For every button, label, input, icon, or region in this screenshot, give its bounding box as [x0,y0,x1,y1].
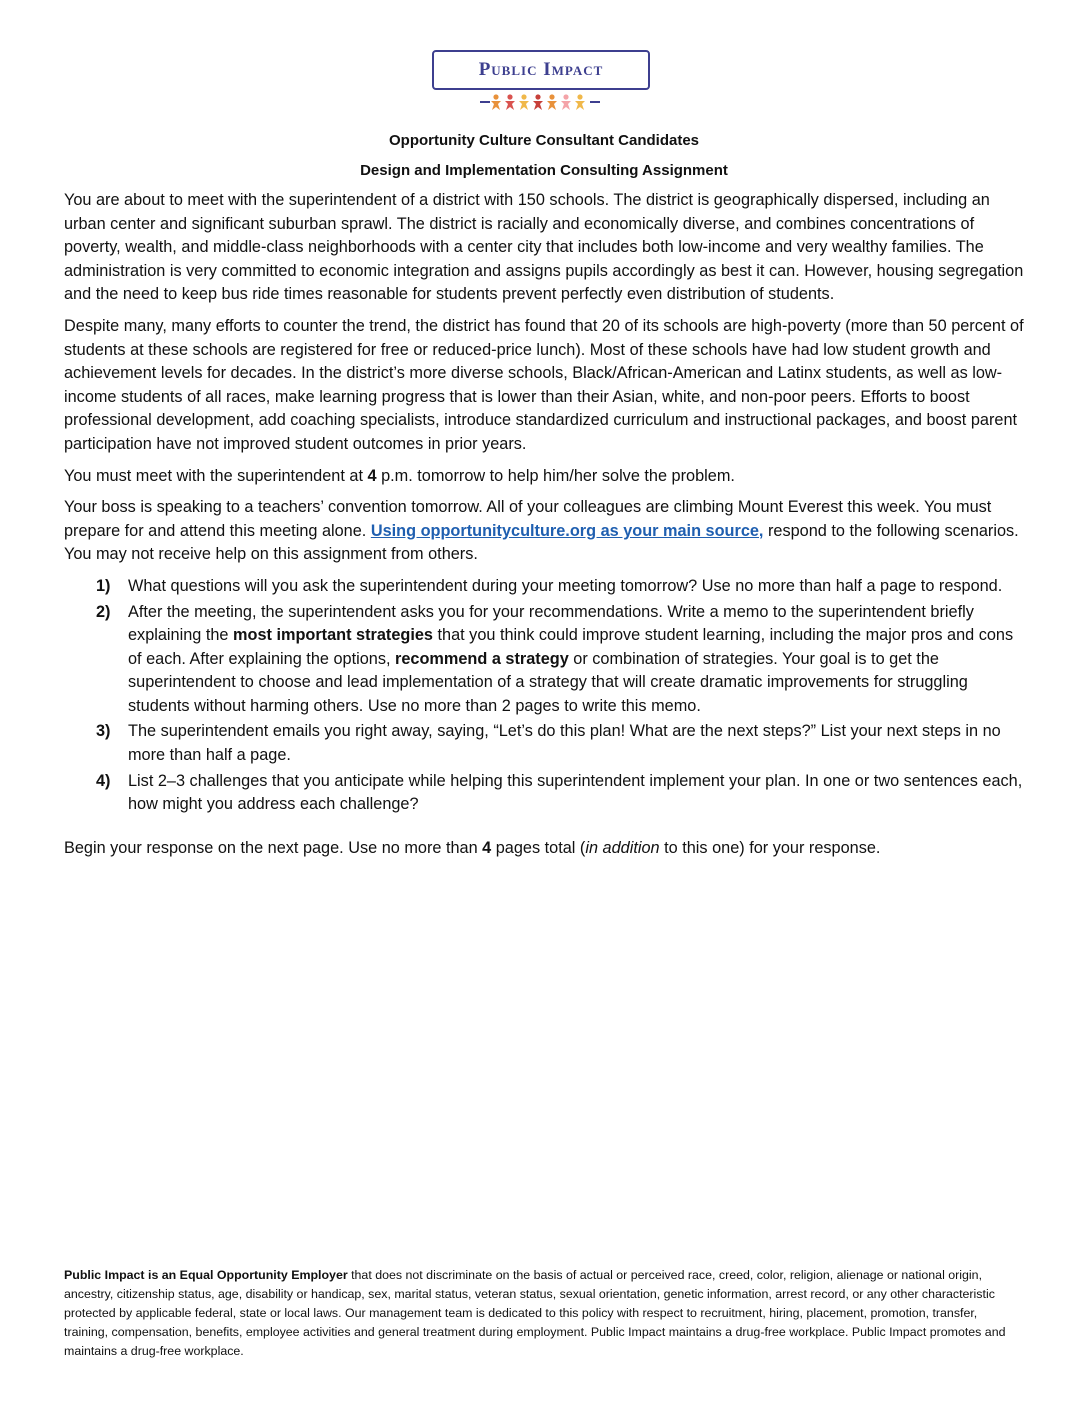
meeting-text-a: You must meet with the superintendent at [64,466,368,485]
question-number: 3) [96,722,111,741]
instructions-text-b: respond to the following scenarios. You may not receive help on this assignment from others. [64,521,1019,564]
logo-figures-icon [480,93,600,111]
question-text: The superintendent emails you right away, saying, “Let’s do this plan! What are the next steps?” List your next steps in no more than half a page. [128,722,1001,765]
closing-text-e: to this one) for your response. [659,838,881,857]
paragraph-closing [64,837,1024,861]
paragraph-scenario: You are about to meet with the superintendent of a district with 150 schools. The district is geographically dispersed, including an urban center and significant suburban sprawl. The district is racially and economically diverse, and combines concentrations of poverty, wealth, and middle-class neighborhoods with a center city that includes both low-income and very wealthy families. The administration is very committed to economic integration and assigns pupils accordingly as best it can. However, housing segregation and the need to keep bus ride times reasonable for students prevent perfectly even distribution of students. [64,191,1024,304]
paragraph-meeting [64,465,1024,489]
question-text: List 2–3 challenges that you anticipate while helping this superintendent implement your plan. In one or two sentences each, how might you address each challenge? [128,771,1023,814]
question-number: 1) [96,576,111,595]
paragraph-instructions [64,496,1024,567]
question-text: What questions will you ask the superintendent during your meeting tomorrow? Use no more than half a page to respond. [128,576,1003,595]
closing-text-c: pages total ( [491,838,586,857]
meeting-text-b: p.m. tomorrow to help him/her solve the problem. [376,466,735,485]
document-subtitle: Design and Implementation Consulting Assignment [360,162,728,179]
question-bold-strategies: most important strategies [233,626,433,645]
scenario-questions-list [64,575,1024,817]
question-text-e: or combination of strategies. Your goal is to get the superintendent to choose and lead implementation of a strategy that will create dramatic improvements for struggling students without harming others. Use no more than 2 pages to write this memo. [128,649,968,715]
logo-frame [432,50,650,90]
question-item [64,575,1024,599]
meeting-time-bold: 4 [367,466,377,485]
public-impact-logo [432,50,654,110]
question-item [64,720,1024,767]
question-bold-recommend: recommend a strategy [395,649,569,668]
closing-text-a: Begin your response on the next page. Use no more than [64,838,483,857]
instructions-text-a: Your boss is speaking to a teachers’ convention tomorrow. All of your colleagues are climbing Mount Everest this week. You must prepare for and attend this meeting alone. [64,498,992,540]
closing-bold-pages: 4 [482,838,492,857]
eeo-footer [64,1266,1024,1361]
logo-text: Public Impact [478,59,604,80]
opportunityculture-link[interactable]: Using opportunityculture.org as your main source, [370,521,764,540]
question-number: 2) [96,602,111,621]
paragraph-problem: Despite many, many efforts to counter the trend, the district has found that 20 of its schools are high-poverty (more than 50 percent of students at these schools are registered for free or reduced-price lunch). Most of these schools have had low student growth and achievement levels for decades. In the district’s more diverse schools, Black/African-American and Latinx students, as well as low-income students of all races, make learning progress that is lower than their Asian, white, and non-poor peers. Efforts to boost professional development, add coaching specialists, introduce standardized curriculum and instructional packages, and boost parent participation have not improved student outcomes in prior years. [64,316,1024,453]
assignment-body [64,189,1024,868]
footer-bold: Public Impact is an Equal Opportunity Employer [64,1268,348,1282]
question-item [64,601,1024,719]
question-number: 4) [96,771,111,790]
footer-text: that does not discriminate on the basis of actual or perceived race, creed, color, religion, alienage or national origin, ancestry, citizenship status, age, disability or handicap, sex, marital status, veteran status, sexual orientation, genetic information, arrest record, or any other characteristic protected by applicable federal, state or local laws. Our management team is dedicated to this policy with respect to recruitment, hiring, placement, promotion, transfer, training, compensation, benefits, employee activities and general treatment during employment. Public Impact maintains a drug-free workplace. Public Impact promotes and maintains a drug-free workplace. [64,1268,1006,1358]
question-item [64,770,1024,817]
question-text-c: that you think could improve student learning, including the major pros and cons of each. After explaining the options, [128,626,1014,668]
question-text-a: After the meeting, the superintendent asks you for your recommendations. Write a memo to the superintendent briefly explaining the [128,602,974,645]
document-title: Opportunity Culture Consultant Candidates [389,132,699,149]
closing-italic: in addition [585,838,660,857]
